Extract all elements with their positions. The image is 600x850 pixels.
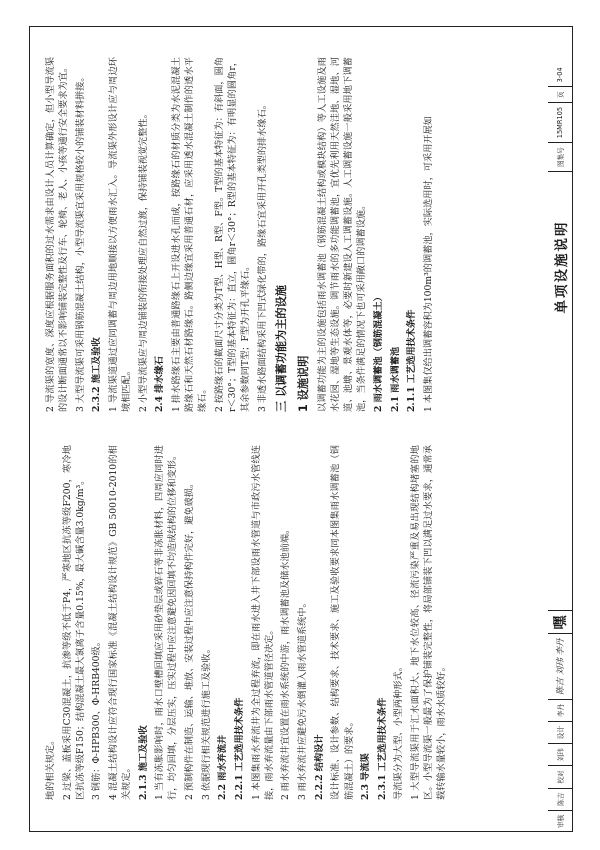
section-heading: 1 设施说明 (297, 355, 311, 412)
paragraph: 地的相关规定。 (45, 735, 56, 800)
logo-mark: 嘿 (548, 610, 572, 633)
paragraph: 1 导流渠道通过应同调蓄与周边用地顺接以方便雨水汇入。导流渠外形设计应与周边环境相匹配。 (108, 57, 133, 412)
paragraph: 以调蓄功能为主的设施包括雨水调蓄池（钢筋混凝土结构或模块结构）等人工设施及雨水花园、湿地等生态设施。调节雨水的多功能调蓄池，宜优先利用天然洼地、湿地、河道、池塘、景观水体等，必要时新建设人工调蓄设施。人工调蓄设施一般采用地下调蓄池，当条件满足的情况下也可采用敞口的调蓄设施。 (317, 57, 368, 412)
paragraph: 2 按路缘石的截面尺寸分类为T型、H型、R型、F型。T型的基本特征为：有斜面，圆角r＜30°；T型的基本特征为：直立，圆角r＜30°；R型的基本特征为：有明显的圆角r，其余参数同T型；F型为开孔平缘石。 (213, 57, 251, 412)
paragraph: 2 过梁、盖板采用C30混凝土，抗渗等级不低于P4，严寒地区抗冻等级F200，寒冷地区抗冻等级F150；结构混凝土最大氯离子含量0.15%，最大碱含量3.0kg/m³。 (61, 445, 86, 800)
design-label: 设计 (548, 721, 572, 743)
subsection-title: 2.2.2 结构设计 (313, 734, 325, 800)
paragraph: 2 小型导流渠应与周边铺装的衔接处理应自然过渡，保持铺装视觉完整性。 (137, 109, 149, 412)
subsection-title: 2.1 雨水调蓄池 (389, 346, 401, 412)
subsection-title: 2.1.1 工艺选用技术条件 (406, 309, 418, 412)
paragraph: 1 本图集仅给出调蓄容积为100m³的调蓄池，实际选用时，可采用开展如 (422, 116, 434, 412)
subsection-title: 2.3.2 施工及验收 (91, 337, 103, 412)
handwritten-signature: 陈吉 刘玮 李丹 (548, 633, 572, 698)
paragraph: 2 雨水弃流井宜设置在雨水系统的中游，雨水调蓄池及储水池前端。 (280, 524, 292, 800)
subsection-title: 2.2 雨水弃流井 (217, 734, 229, 800)
signature-cells (548, 610, 572, 832)
subsection-title: 2.2.1 工艺选用技术条件 (234, 697, 246, 800)
paragraph: 设计标准、设计参数、结构要求、技术要求、施工及验收要求同本图集雨水调蓄池（钢筋混凝土）的要求。 (330, 445, 355, 800)
subsection-title: 2.3.1 工艺选用技术条件 (376, 697, 388, 800)
paragraph: 2 导流渠的宽度、深度应根据服务面积的过水需求由设计人员计算确定，但小型导流渠的设计断面通常以不影响铺装完整性及行车、轮椅、老人、小孩等通行安全要求为宜。 (45, 57, 70, 412)
paragraph: 1 本图集雨水弃流井为全过程弃流，即在雨水进入井下部设雨水管道与市政污水管线连接，雨水弃流量由下部雨水管道管径决定。 (250, 445, 275, 800)
paragraph: 3 非透水路面结构采用下凹式绿化带的，路缘石宜采用开孔类型的排水缘石。 (256, 100, 268, 412)
paragraph: 4 混凝土结构设计应符合现行国家标准《混凝土结构设计规范》GB 50010-2010的相关规定。 (108, 445, 133, 800)
column-right (44, 57, 524, 412)
paragraph: 3 依据现行相关规范进行施工及验收。 (200, 644, 212, 800)
subsection-title: 2 雨水调蓄池（钢筋混凝土） (372, 292, 384, 412)
paragraph: 1 大型导流渠用于汇水面积大、地下水位较高、径流污染严重及易出现结构堵塞的地区。小型导流渠一般最为了保护铺装完整性，将局部铺装下凹以满足过水要求，通常承载转输水量较小，雨水水质较好。 (410, 445, 448, 800)
check-label: 校对 (548, 765, 572, 787)
subsection-title: 2.3 导流渠 (360, 753, 372, 800)
check-name: 刘玮 (548, 743, 572, 765)
section-heading: 三 以调蓄功能为主的设施 (275, 285, 289, 412)
subsection-title: 2.1.3 施工及验收 (137, 725, 149, 800)
page-number: 3-04 (548, 63, 572, 87)
paragraph: 1 当有冻胀影响时，雨水口壁槽回填应采用砂垫层或碎石等非冻胀材料，四周应同时进行，均匀回填，分层压实，压实过程中应注意避免因回填不均造成结构的位移和变形。 (154, 445, 179, 800)
page-label: 页 (548, 87, 572, 103)
title-strip (548, 26, 573, 832)
paragraph: 导流渠分为大型、小型两种形式。 (393, 662, 405, 800)
page-title: 单项设施说明 (554, 220, 570, 314)
subsection-title: 2.4 排水缘石 (154, 356, 166, 412)
column-left (44, 445, 524, 800)
review-name: 陈吉 (548, 788, 572, 810)
paragraph: 2 预制构件在制造、运输、堆放、安装过程中应注意保持构件完好，避免破损。 (184, 478, 196, 800)
atlas-cells (548, 63, 572, 172)
design-name: 李丹 (548, 699, 572, 721)
paragraph: 3 雨水弃流井应避免污水倒灌入雨水管道系统中。 (297, 598, 309, 800)
atlas-number: 15MR105 (548, 103, 572, 143)
paragraph: 3 钢筋：Φ-HPB300、Φ-HRB400级。 (91, 637, 103, 800)
paragraph: 3 大型导流渠可采用钢筋混凝土结构，小型导流渠宜采用规格较小的铺装材料拼接。 (74, 72, 86, 412)
paragraph: 1 排水路缘石主要由普通路缘石上开设进水孔而成，按路缘石的材质分类为水泥混凝土路缘石和天然石材路缘石。路侧边缘宜采用普通石材，应采用透水混凝土制作的透水平缘石。 (171, 57, 209, 412)
review-label: 审核 (548, 810, 572, 832)
atlas-label: 图集号 (548, 143, 572, 172)
rotated-body (44, 40, 524, 800)
